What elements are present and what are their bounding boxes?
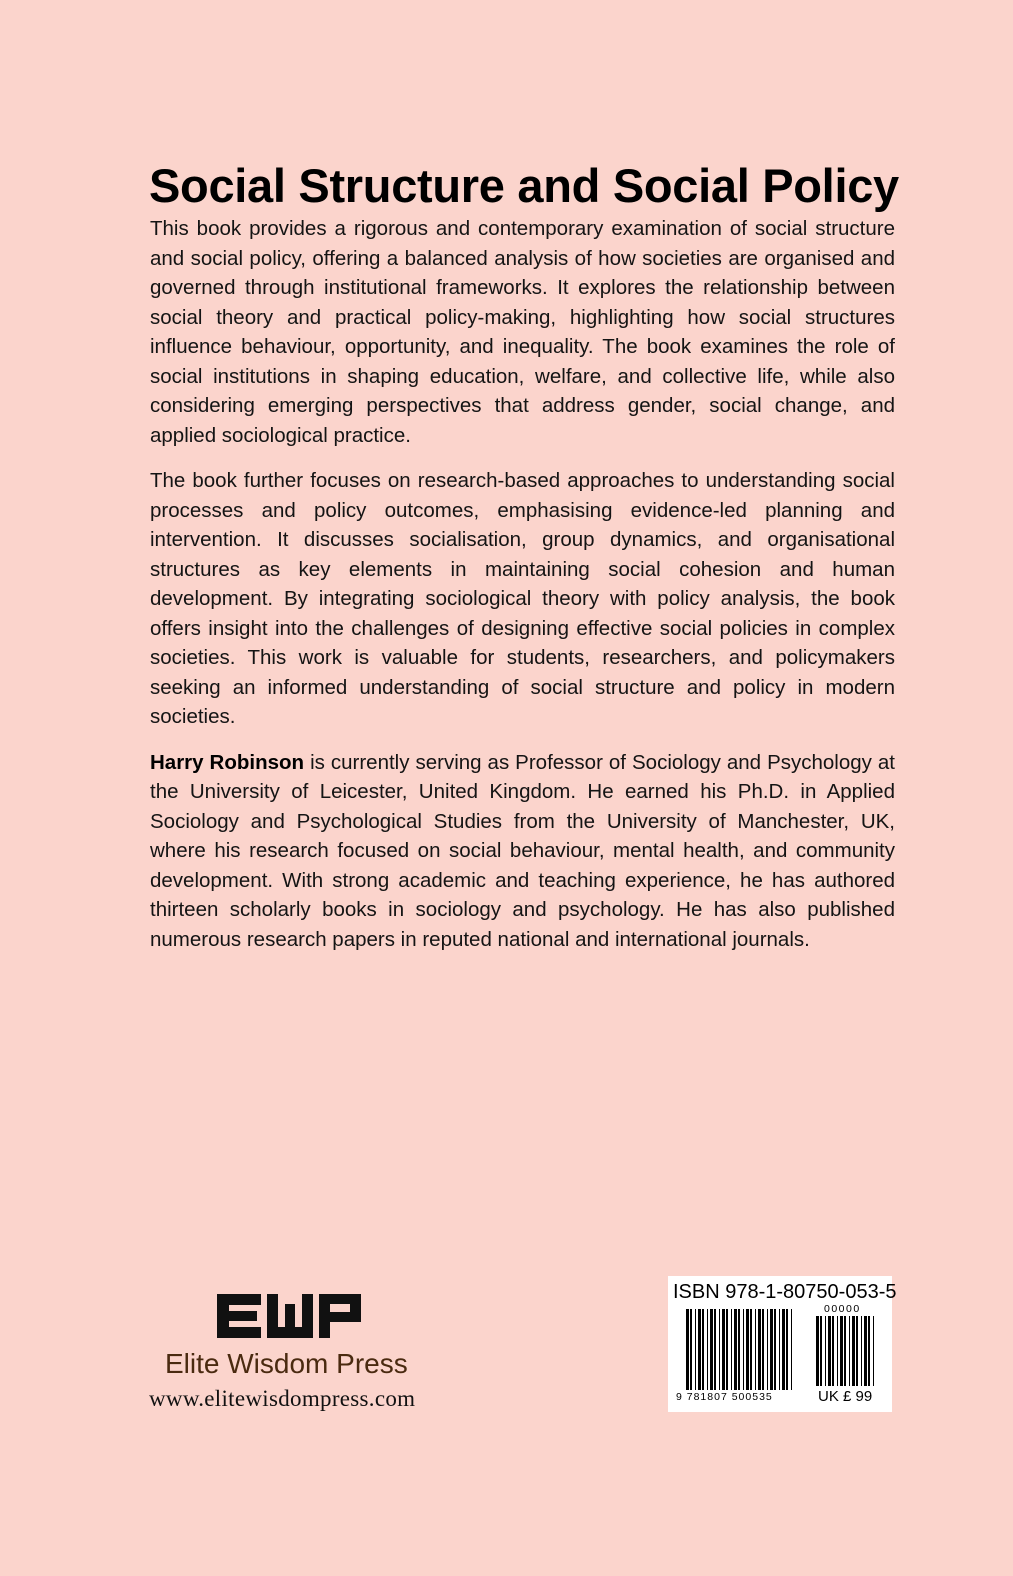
back-cover-text bbox=[150, 214, 895, 970]
barcode-addon-digits: 00000 bbox=[824, 1303, 861, 1315]
publisher-url: www.elitewisdompress.com bbox=[149, 1386, 416, 1411]
price-label: UK £ 99 bbox=[818, 1388, 873, 1405]
publisher-name: Elite Wisdom Press bbox=[165, 1348, 408, 1379]
description-paragraph-1: This book provides a rigorous and contemporary examination of social structure and social policy, offering a balanced analysis of how societies are organised and governed through institutional frameworks. It explores the relationship between social theory and practical policy-making, highlighting how social structures influence behaviour, opportunity, and inequality. The book examines the role of social institutions in shaping education, welfare, and collective life, while also considering emerging perspectives that address gender, social change, and applied sociological practice. bbox=[150, 217, 895, 447]
barcode-digits: 9 781807 500535 bbox=[676, 1391, 773, 1403]
book-title: Social Structure and Social Policy bbox=[149, 159, 899, 212]
author-bio bbox=[150, 748, 895, 955]
isbn-barcode bbox=[668, 1276, 897, 1412]
author-name: Harry Robinson bbox=[150, 750, 305, 774]
description-paragraph-2: The book further focuses on research-based approaches to understanding social processes and policy outcomes, emphasising evidence-led planning and intervention. It discusses socialisation, group dynamics, and organisational structures as key elements in maintaining social cohesion and human development. By integrating sociological theory with policy analysis, the book offers insight into the challenges of designing effective social policies in complex societies. This work is valuable for students, researchers, and policymakers seeking an informed understanding of social structure and policy in modern societies. bbox=[150, 469, 895, 728]
ewp-logo-icon bbox=[215, 1290, 365, 1342]
isbn-label: ISBN 978-1-80750-053-5 bbox=[673, 1281, 897, 1303]
author-bio-text: is currently serving as Professor of Sociology and Psychology at the University of Leicester, United Kingdom. He earned his Ph.D. in Applied Sociology and Psychological Studies from the University of Manchester, UK, where his research focused on social behaviour, mental health, and community development. With strong academic and teaching experience, he has authored thirteen scholarly books in sociology and psychology. He has also published numerous research papers in reputed national and international journals. bbox=[150, 750, 895, 951]
